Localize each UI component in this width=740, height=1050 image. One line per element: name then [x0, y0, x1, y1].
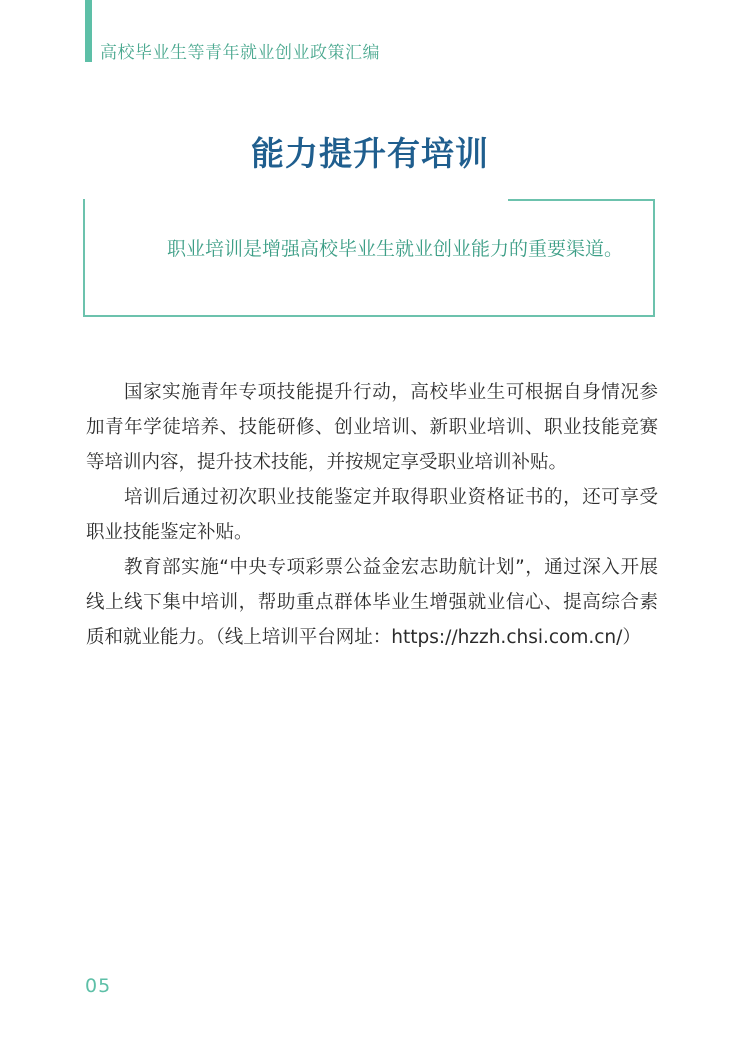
page-title: 能力提升有培训	[251, 134, 489, 173]
callout-border-right	[653, 199, 655, 317]
callout-text: 职业培训是增强高校毕业生就业创业能力的重要渠道。	[167, 238, 624, 260]
page-number: 05	[85, 975, 112, 997]
callout-border-left	[83, 199, 85, 317]
body-text	[86, 375, 658, 655]
paragraph-1: 国家实施青年专项技能提升行动，高校毕业生可根据自身情况参加青年学徒培养、技能研修、创业培训、新职业培训、职业技能竞赛等培训内容，提升技术技能，并按规定享受职业培训补贴。	[86, 382, 658, 473]
running-header: 高校毕业生等青年就业创业政策汇编	[100, 43, 380, 63]
header-accent-bar	[85, 0, 92, 62]
callout-border-bottom	[83, 315, 655, 317]
callout-border-top	[508, 199, 655, 201]
callout-box	[83, 199, 655, 317]
paragraph-2: 培训后通过初次职业技能鉴定并取得职业资格证书的，还可享受职业技能鉴定补贴。	[86, 487, 658, 543]
paragraph-3: 教育部实施“中央专项彩票公益金宏志助航计划”，通过深入开展线上线下集中培训，帮助重点群体毕业生增强就业信心、提高综合素质和就业能力。（线上培训平台网址：https://hzzh.chsi.com.cn/）	[86, 557, 658, 648]
